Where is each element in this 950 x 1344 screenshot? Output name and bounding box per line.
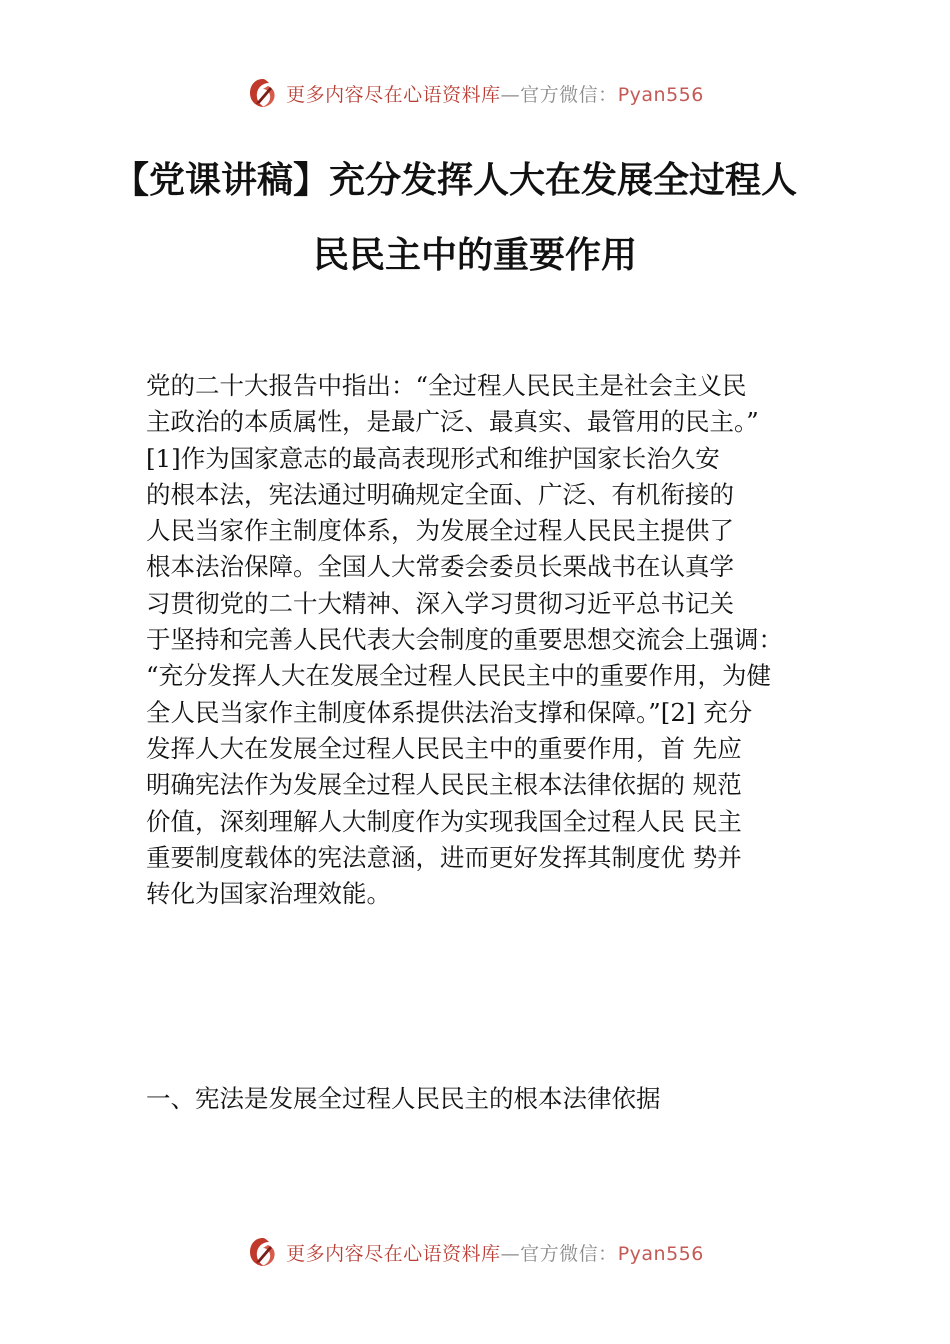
watermark-brand: 更多内容尽在心语资料库	[286, 83, 501, 106]
paragraph-line: 转化为国家治理效能。	[146, 879, 391, 909]
pen-flame-logo-icon	[246, 1235, 280, 1269]
watermark-separator: —	[500, 83, 521, 106]
section-heading: 一、宪法是发展全过程人民民主的根本法律依据	[146, 1084, 661, 1113]
paragraph-line: “充分发挥人大在发展全过程人民民主中的重要作用，为健	[146, 661, 772, 691]
paragraph-line: 根本法治保障。全国人大常委会委员长栗战书在认真学	[146, 552, 734, 582]
document-title-line-2: 民民主中的重要作用	[312, 235, 637, 276]
paragraph-line: 重要制度载体的宪法意涵，进而更好发挥其制度优 势并	[146, 842, 742, 872]
paragraph-line: 发挥人大在发展全过程人民民主中的重要作用，首 先应	[146, 733, 742, 763]
document-title-line-1: 【党课讲稿】充分发挥人大在发展全过程人	[112, 160, 797, 201]
header-watermark	[0, 73, 950, 113]
watermark-contact-label: 官方微信：	[520, 1242, 618, 1265]
footer-watermark	[0, 1232, 950, 1272]
watermark-text	[286, 80, 704, 107]
watermark-handle: Pyan556	[617, 1242, 704, 1265]
pen-flame-logo-icon	[246, 76, 280, 110]
paragraph-line: [1]作为国家意志的最高表现形式和维护国家长治久安	[146, 443, 720, 473]
paragraph-line: 价值，深刻理解人大制度作为实现我国全过程人民 民主	[146, 806, 742, 836]
paragraph-line: 习贯彻党的二十大精神、深入学习贯彻习近平总书记关	[146, 588, 734, 618]
paragraph-line: 人民当家作主制度体系，为发展全过程人民民主提供了	[146, 516, 734, 546]
paragraph-line: 全人民当家作主制度体系提供法治支撑和保障。”[2] 充分	[146, 697, 753, 727]
watermark-separator: —	[500, 1242, 521, 1265]
watermark-handle: Pyan556	[617, 83, 704, 106]
watermark-contact-label: 官方微信：	[520, 83, 618, 106]
paragraph-line: 于坚持和完善人民代表大会制度的重要思想交流会上强调：	[146, 625, 783, 655]
watermark-text	[286, 1239, 704, 1266]
paragraph-line: 主政治的本质属性，是最广泛、最真实、最管用的民主。”	[146, 407, 759, 437]
paragraph-line: 的根本法，宪法通过明确规定全面、广泛、有机衔接的	[146, 479, 734, 509]
body-paragraph	[146, 368, 846, 912]
paragraph-line: 明确宪法作为发展全过程人民民主根本法律依据的 规范	[146, 770, 742, 800]
paragraph-line: 党的二十大报告中指出：“全过程人民民主是社会主义民	[146, 371, 747, 400]
watermark-brand: 更多内容尽在心语资料库	[286, 1242, 501, 1265]
